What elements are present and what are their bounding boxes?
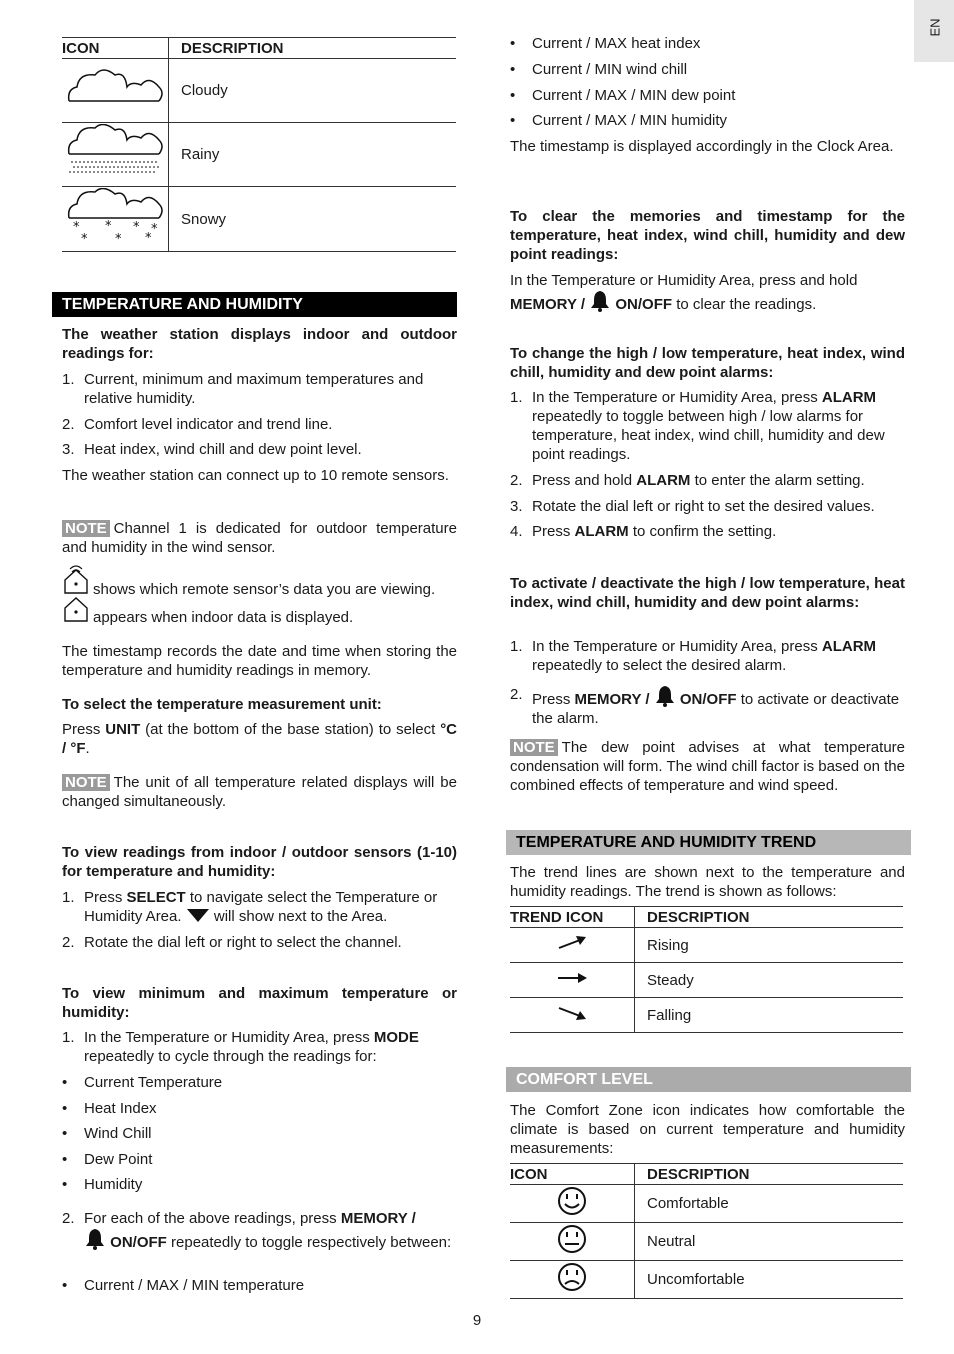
alarm-heading: To change the high / low temperature, heat index, wind chill, humidity and dew point alarms: xyxy=(510,345,905,381)
view-heading: To view readings from indoor / outdoor sensors (1-10) for temperature and humidity: xyxy=(62,844,457,880)
list-item: 1. Press SELECT to navigate select the Temperature or Humidity Area. will show next to the Area. xyxy=(62,889,438,925)
indoor-icon-line: appears when indoor data is displayed. xyxy=(62,608,457,627)
comfort-text: The Comfort Zone icon indicates how comfortable the climate is based on current temperature and humidity measurements: xyxy=(510,1102,905,1157)
section-title-temperature-humidity: TEMPERATURE AND HUMIDITY xyxy=(52,292,457,317)
rainy-icon xyxy=(62,123,169,187)
weather-icon-table xyxy=(62,37,456,252)
list-item: 2. Rotate the dial left or right to select the channel. xyxy=(62,934,402,951)
list-item: 3. Rotate the dial left or right to set the desired values. xyxy=(510,498,875,515)
language-tab-label: EN xyxy=(927,18,943,37)
svg-text:*: * xyxy=(145,230,152,246)
table-row xyxy=(510,1261,903,1299)
weather-label: Snowy xyxy=(169,187,457,252)
comfort-table-header-desc: DESCRIPTION xyxy=(635,1164,904,1185)
table-row xyxy=(62,59,456,123)
sad-face-icon xyxy=(510,1261,635,1299)
minmax-heading: To view minimum and maximum temperature or humidity: xyxy=(62,985,457,1021)
svg-text:*: * xyxy=(73,219,80,235)
trend-table xyxy=(510,906,903,1033)
weather-label: Cloudy xyxy=(169,59,457,123)
table-row xyxy=(62,123,456,187)
list-item: • Heat Index xyxy=(62,1100,157,1117)
note-2: NOTE The unit of all temperature related displays will be changed simultaneously. xyxy=(62,774,457,810)
note-badge: NOTE xyxy=(62,774,110,791)
list-item: 3. Heat index, wind chill and dew point level. xyxy=(62,441,362,458)
list-item: • Current / MIN wind chill xyxy=(510,61,688,78)
neutral-face-icon xyxy=(510,1223,635,1261)
timestamp-text: The timestamp records the date and time when storing the temperature and humidity readings in memory. xyxy=(62,643,457,679)
section-title-trend: TEMPERATURE AND HUMIDITY TREND xyxy=(506,830,911,855)
list-item: 2. Comfort level indicator and trend line. xyxy=(62,416,333,433)
weather-label: Rainy xyxy=(169,123,457,187)
list-item: • Humidity xyxy=(62,1176,143,1193)
comfort-label: Uncomfortable xyxy=(635,1261,904,1299)
list-item: 1. Current, minimum and maximum temperatures and relative humidity. xyxy=(62,371,424,407)
table-row xyxy=(510,1185,903,1223)
snowy-icon xyxy=(62,187,169,252)
comfort-table xyxy=(510,1163,903,1299)
unit-text: Press UNIT (at the bottom of the base station) to select °C / °F. xyxy=(62,721,458,757)
list-item: 2. Press MEMORY / ON/OFF to activate or deactivate the alarm. xyxy=(510,686,900,727)
activate-heading: To activate / deactivate the high / low temperature, heat index, wind chill, humidity and dew point alarms: xyxy=(510,575,905,611)
bell-icon xyxy=(589,290,611,312)
trend-label: Rising xyxy=(635,928,904,963)
cloudy-icon xyxy=(62,59,169,123)
list-item: 1. In the Temperature or Humidity Area, press MODE repeatedly to cycle through the readings for: xyxy=(62,1029,419,1065)
remote-sensor-text: The weather station can connect up to 10 remote sensors. xyxy=(62,467,449,484)
page-number: 9 xyxy=(472,1312,482,1329)
svg-text:*: * xyxy=(133,219,140,235)
table-row xyxy=(62,187,456,252)
remote-icon-line: shows which remote sensor’s data you are viewing. xyxy=(62,580,457,599)
bell-icon xyxy=(654,685,676,707)
note-badge: NOTE xyxy=(62,520,110,537)
comfort-label: Neutral xyxy=(635,1223,904,1261)
unit-heading: To select the temperature measurement unit: xyxy=(62,696,382,713)
list-item: • Wind Chill xyxy=(62,1125,152,1142)
bell-icon xyxy=(84,1228,106,1250)
list-item: 2. Press and hold ALARM to enter the alarm setting. xyxy=(510,472,865,489)
clear-text: In the Temperature or Humidity Area, press and hold MEMORY / ON/OFF to clear the readings. xyxy=(510,272,858,313)
table-row xyxy=(510,928,903,963)
comfort-label: Comfortable xyxy=(635,1185,904,1223)
list-item: • Current / MAX / MIN dew point xyxy=(510,87,736,104)
svg-text:*: * xyxy=(115,231,122,246)
list-item: • Current / MAX / MIN temperature xyxy=(62,1277,305,1294)
svg-text:*: * xyxy=(151,221,158,237)
trend-label: Falling xyxy=(635,998,904,1033)
comfort-table-header-icon: ICON xyxy=(510,1164,635,1185)
svg-text:*: * xyxy=(81,231,88,246)
language-tab xyxy=(914,0,954,62)
triangle-down-icon xyxy=(186,908,210,923)
rising-arrow-icon xyxy=(510,928,635,963)
falling-arrow-icon xyxy=(510,998,635,1033)
note-badge: NOTE xyxy=(510,739,558,756)
remote-house-icon xyxy=(62,564,90,594)
list-item: 1. In the Temperature or Humidity Area, press ALARM repeatedly to select the desired alarm. xyxy=(510,638,877,674)
list-item: 2. For each of the above readings, press MEMORY / ON/OFF repeatedly to toggle respectively between: xyxy=(62,1210,452,1251)
trend-text: The trend lines are shown next to the temperature and humidity readings. The trend is shown as follows: xyxy=(510,864,905,900)
table-row xyxy=(510,998,903,1033)
clear-heading: To clear the memories and timestamp for the temperature, heat index, wind chill, humidity and dew point readings: xyxy=(510,208,905,263)
weather-table-header-desc: DESCRIPTION xyxy=(169,38,457,59)
list-item: • Current Temperature xyxy=(62,1074,223,1091)
weather-table-header-icon: ICON xyxy=(62,38,169,59)
table-row xyxy=(510,1223,903,1261)
indoor-house-icon xyxy=(62,596,90,622)
happy-face-icon xyxy=(510,1185,635,1223)
list-item: 4. Press ALARM to confirm the setting. xyxy=(510,523,777,540)
timestamp-clock-text: The timestamp is displayed accordingly in the Clock Area. xyxy=(510,138,894,155)
list-item: • Current / MAX heat index xyxy=(510,35,701,52)
trend-label: Steady xyxy=(635,963,904,998)
note-1: NOTE Channel 1 is dedicated for outdoor temperature and humidity in the wind sensor. xyxy=(62,520,457,556)
trend-table-header-icon: TREND ICON xyxy=(510,907,635,928)
trend-table-header-desc: DESCRIPTION xyxy=(635,907,904,928)
list-item: 1. In the Temperature or Humidity Area, press ALARM repeatedly to toggle between high / low alarms for temperature, heat index, wind chill, humidity and dew point readings. xyxy=(510,389,885,463)
svg-text:*: * xyxy=(105,218,112,234)
table-row xyxy=(510,963,903,998)
section-title-comfort: COMFORT LEVEL xyxy=(506,1067,911,1092)
list-item: • Current / MAX / MIN humidity xyxy=(510,112,728,129)
steady-arrow-icon xyxy=(510,963,635,998)
intro-heading: The weather station displays indoor and outdoor readings for: xyxy=(62,326,457,362)
note-3: NOTE The dew point advises at what temperature condensation will form. The wind chill factor is based on the combined effects of temperature and wind speed. xyxy=(510,739,905,794)
list-item: • Dew Point xyxy=(62,1151,153,1168)
